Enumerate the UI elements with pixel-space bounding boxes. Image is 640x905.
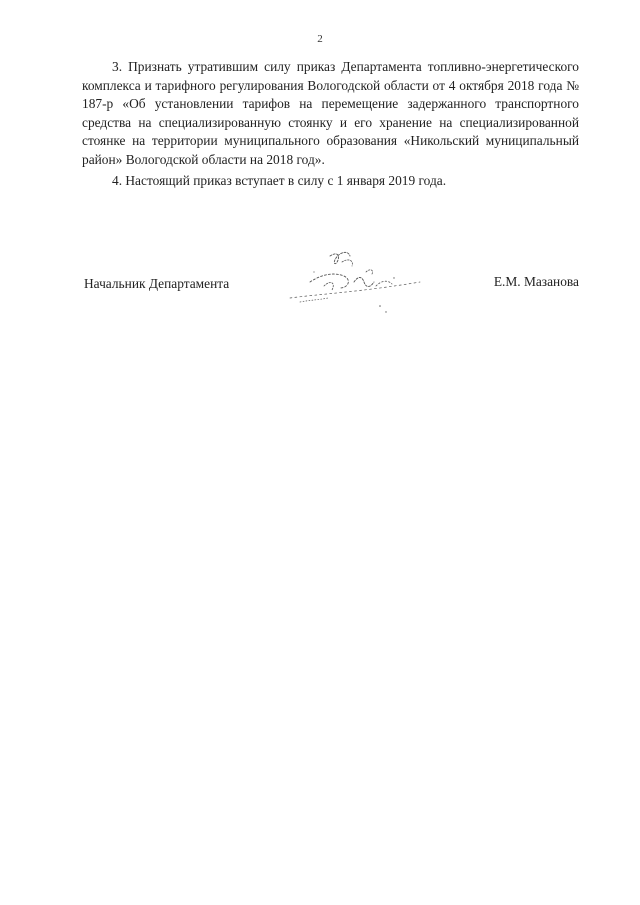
paragraph-4: 4. Настоящий приказ вступает в силу с 1 января 2019 года. <box>112 172 447 188</box>
handwritten-signature-icon <box>270 242 440 327</box>
page-number: 2 <box>317 33 323 45</box>
signature-block <box>84 274 579 334</box>
signatory-name: Е.М. Мазанова <box>493 274 579 289</box>
document-body <box>82 58 579 190</box>
signatory-position: Начальник Департамента <box>84 276 230 291</box>
paragraph-3: 3. Признать утратившим силу приказ Департамента топливно-энергетического комплекса и тарифного регулирования Вологодской области от 4 октября 2018 года № 187-р «Об установлении тарифов на перемещение задержанного транспортного средства на специализированную стоянку и его хранение на специализированной стоянке на территории муниципального образования «Никольский муниципальный район» Вологодской области на 2018 год». <box>82 59 579 167</box>
